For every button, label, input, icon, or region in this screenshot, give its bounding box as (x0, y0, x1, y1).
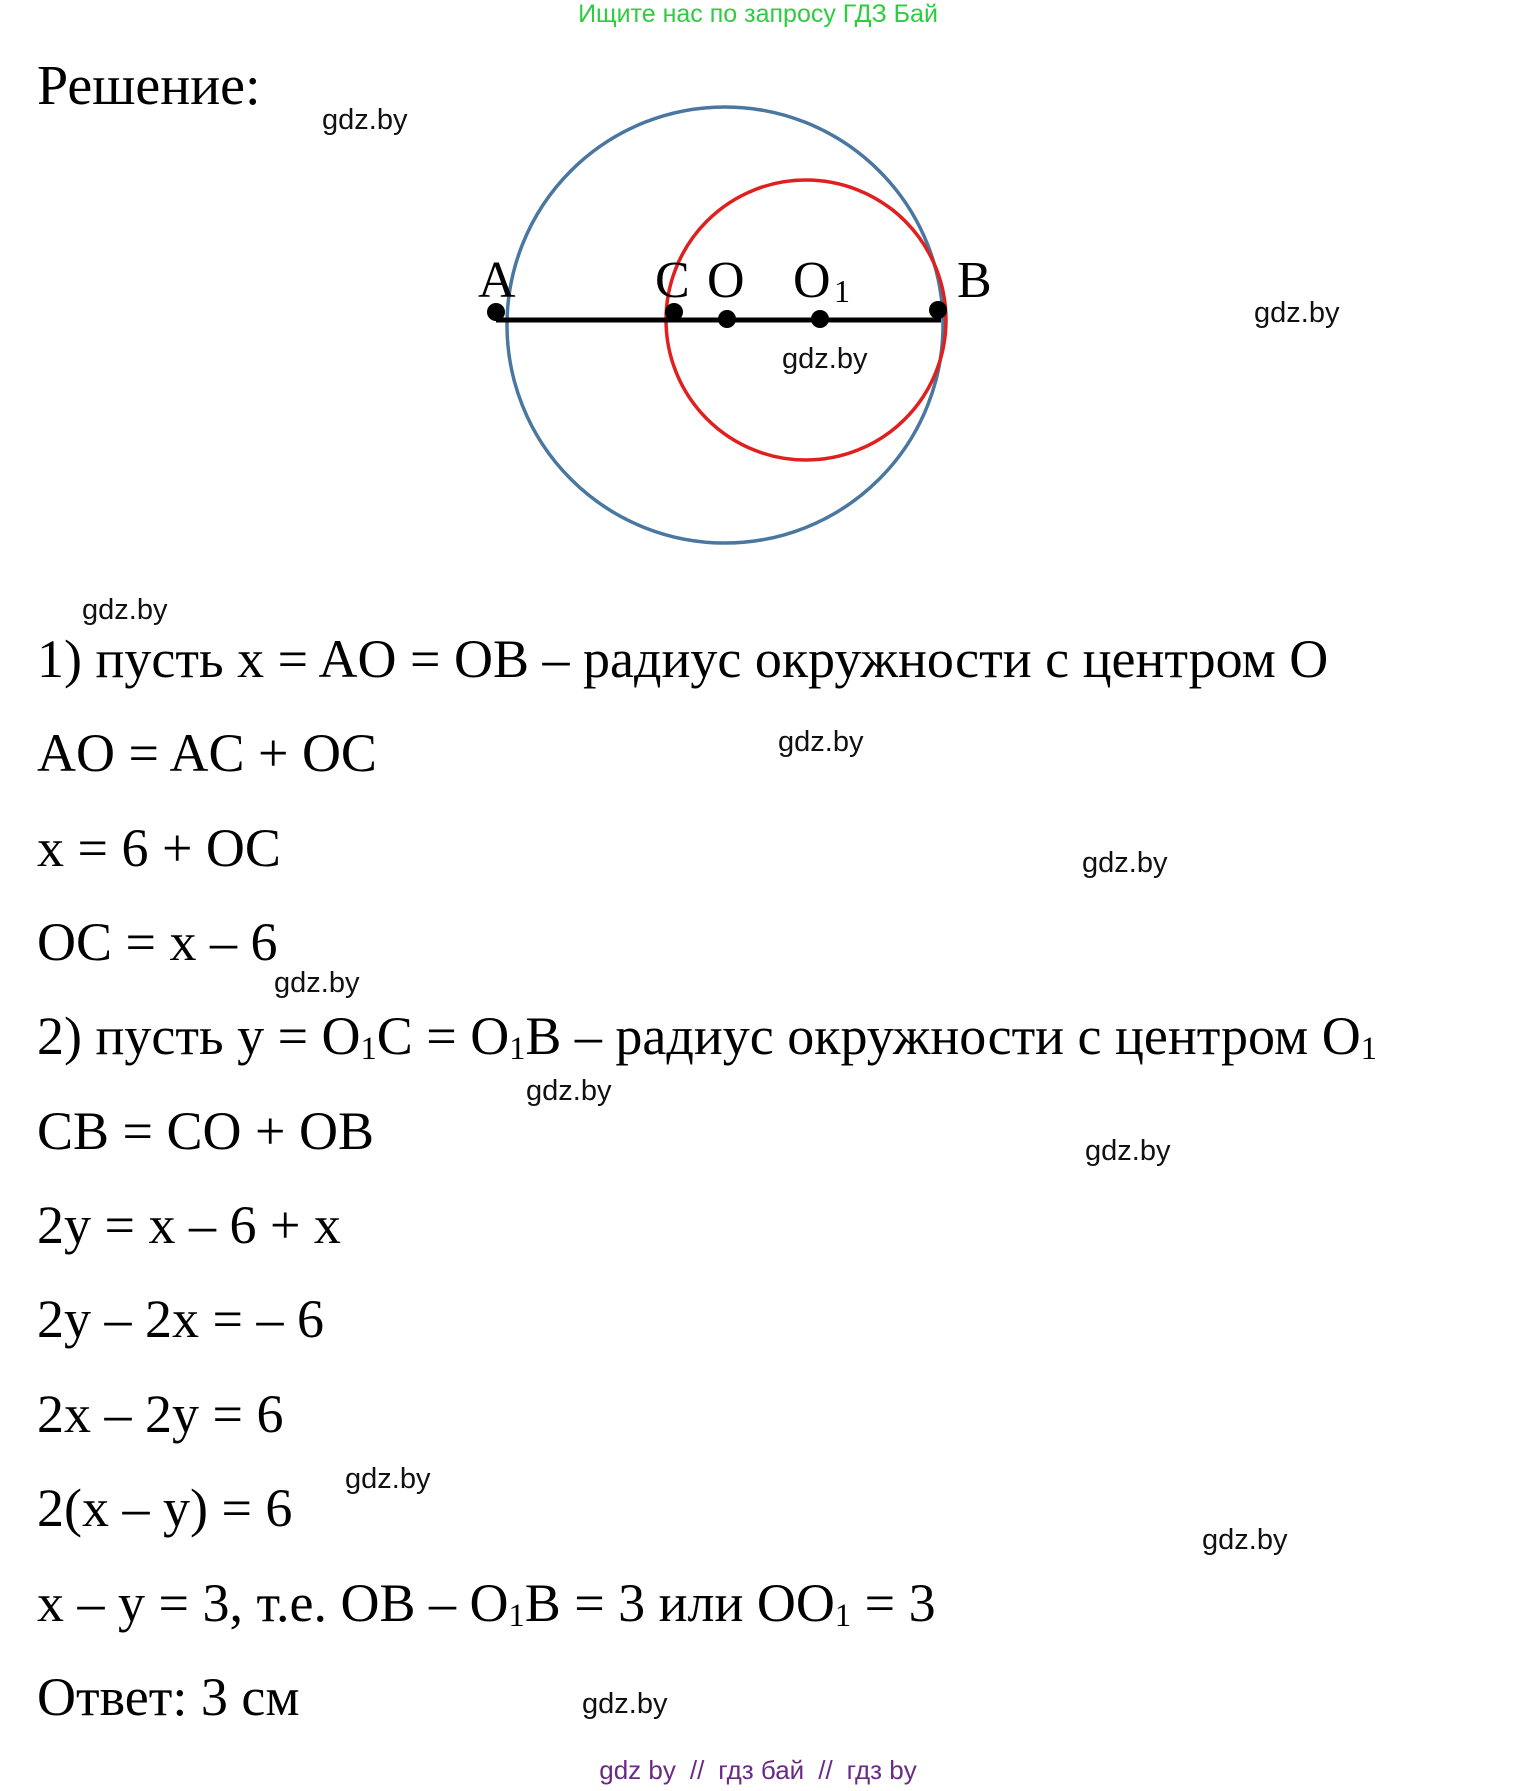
watermark: gdz.by (345, 1463, 431, 1495)
solution-line-3 (37, 818, 281, 878)
watermark: gdz.by (1085, 1135, 1171, 1167)
label-o1: O (793, 252, 831, 309)
text-segment: = 3 (851, 1573, 936, 1633)
solution-line-5 (37, 1006, 1377, 1067)
solution-heading: Решение: (37, 55, 261, 117)
solution-line-6 (37, 1101, 374, 1161)
footer-link[interactable]: гдз by (846, 1755, 917, 1785)
text-segment: AO = AC + OC (37, 723, 377, 783)
footer-separator: // (689, 1755, 705, 1785)
solution-line-2 (37, 723, 377, 783)
watermark: gdz.by (274, 967, 360, 999)
text-segment: 2) пусть y = O (37, 1006, 361, 1066)
watermark: gdz.by (582, 1688, 668, 1720)
point-o (718, 310, 736, 328)
text-segment: C = O (376, 1006, 510, 1066)
watermark: gdz.by (1082, 847, 1168, 879)
text-segment: 2(x – y) = 6 (37, 1478, 293, 1538)
watermark: gdz.by (778, 726, 864, 758)
label-b: B (957, 252, 992, 309)
solution-line-10 (37, 1478, 293, 1538)
watermark: gdz.by (782, 343, 868, 375)
watermark: gdz.by (526, 1075, 612, 1107)
text-segment: OC = x – 6 (37, 912, 278, 972)
text-segment: 2x – 2y = 6 (37, 1384, 284, 1444)
solution-line-1 (37, 629, 1329, 689)
text-segment: x – y = 3, т.е. OB – O (37, 1573, 509, 1633)
watermark: gdz.by (1254, 297, 1340, 329)
top-banner: Ищите нас по запросу ГДЗ Бай (578, 0, 938, 28)
circles-figure (0, 0, 1516, 560)
label-a: A (478, 252, 516, 309)
point-b (929, 301, 947, 319)
subscript: 1 (1360, 1030, 1377, 1067)
label-o1-subscript: 1 (834, 273, 850, 309)
subscript: 1 (360, 1030, 377, 1067)
point-o1 (811, 310, 829, 328)
text-segment: B = 3 или OO (524, 1573, 835, 1633)
text-segment: 2y = x – 6 + x (37, 1195, 341, 1255)
subscript: 1 (508, 1597, 525, 1634)
solution-line-4 (37, 912, 278, 972)
footer-link[interactable]: гдз бай (718, 1755, 805, 1785)
label-o: O (707, 252, 745, 309)
solution-line-12 (37, 1667, 300, 1727)
solution-line-8 (37, 1289, 324, 1349)
text-segment: B – радиус окружности с центром O (525, 1006, 1361, 1066)
text-segment: Ответ: 3 см (37, 1667, 300, 1727)
footer-links (0, 1755, 1516, 1786)
watermark: gdz.by (82, 594, 168, 626)
solution-line-9 (37, 1384, 284, 1444)
solution-line-11 (37, 1573, 936, 1634)
text-segment: 2y – 2x = – 6 (37, 1289, 324, 1349)
footer-link[interactable]: gdz by (599, 1755, 676, 1785)
watermark: gdz.by (322, 104, 408, 136)
label-c: C (655, 252, 690, 309)
subscript: 1 (834, 1597, 852, 1634)
text-segment: 1) пусть x = AO = OB – радиус окружности с центром O (37, 629, 1329, 689)
text-segment: x = 6 + OC (37, 818, 281, 878)
text-segment: CB = CO + OB (37, 1101, 374, 1161)
solution-line-7 (37, 1195, 341, 1255)
watermark: gdz.by (1202, 1524, 1288, 1556)
subscript: 1 (509, 1030, 526, 1067)
footer-separator: // (818, 1755, 833, 1785)
